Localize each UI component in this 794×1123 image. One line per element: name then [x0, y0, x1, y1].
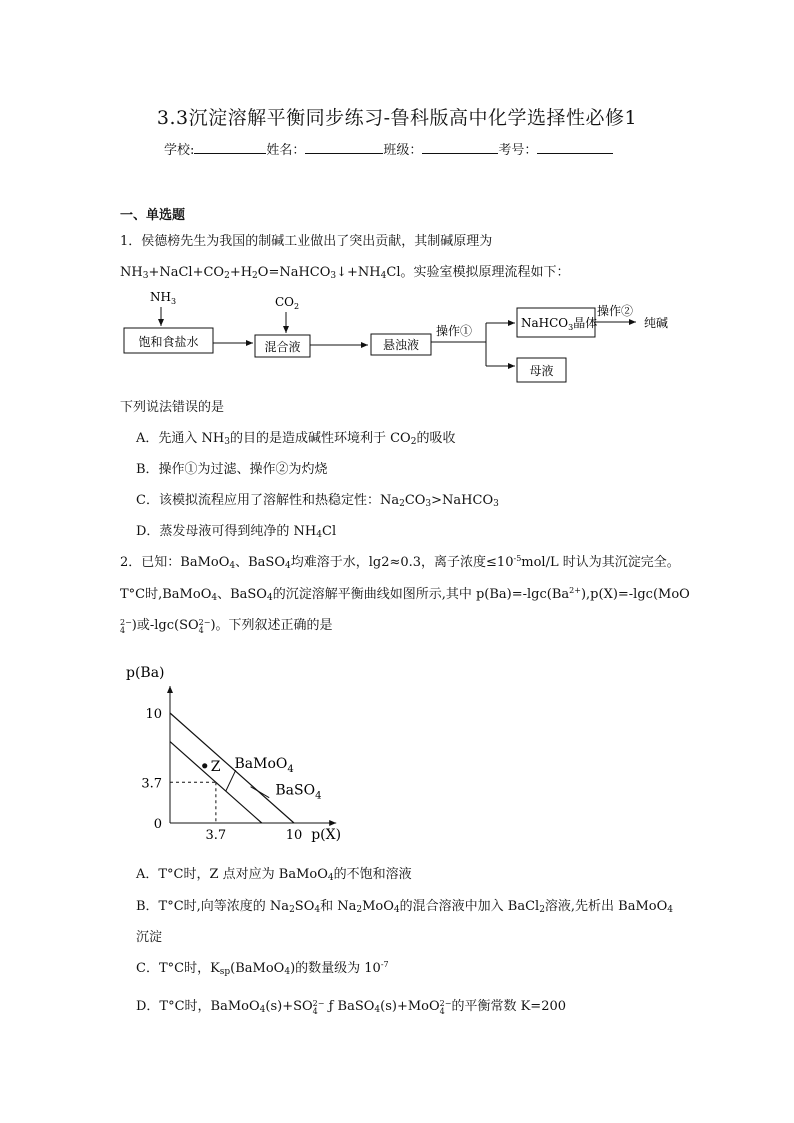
co2-label: $CO_2$: [275, 295, 300, 311]
opt-sub: 2: [399, 499, 405, 509]
opt-sub: 4: [259, 1005, 266, 1015]
stack-bottom: 4: [439, 1007, 445, 1016]
op2-label: 操作②: [597, 304, 634, 318]
stem-text: ),p(X)=-lgc(MoO: [580, 587, 690, 602]
stack-bottom: 4: [120, 626, 126, 635]
q2-option-b-continued: 沉淀: [136, 930, 163, 945]
series-label-baso4: BaSO$_4$: [275, 782, 322, 802]
opt-text: CO: [404, 493, 426, 508]
eq-sub: 2: [252, 271, 258, 281]
stem-sub: 4: [229, 561, 236, 571]
point-z: [202, 763, 207, 768]
q1-option-c[interactable]: [136, 489, 499, 509]
opt-text: D．T°C时，BaMoO: [136, 999, 260, 1014]
op1-label: 操作①: [436, 324, 473, 338]
q1-option-d[interactable]: [136, 520, 336, 540]
opt-text: C．T°C时，K: [136, 961, 220, 976]
opt-text: Cl: [322, 524, 337, 539]
opt-text: 溶液,先析出 BaMoO: [544, 899, 668, 914]
stem-stack: [199, 619, 211, 635]
flow-box-suspension-label: 悬浊液: [382, 338, 420, 352]
stem-text: 、BaSO: [235, 555, 285, 570]
opt-sub: 4: [314, 905, 321, 915]
eq-part: +NaCl+CO: [148, 265, 225, 280]
q2-stem-line1: [120, 551, 680, 571]
page-title: 3.3沉淀溶解平衡同步练习-鲁科版高中化学选择性必修1: [156, 107, 638, 129]
q1-prompt: 下列说法错误的是: [120, 400, 225, 415]
flow-diagram: [110, 285, 690, 385]
eq-part: +H: [229, 265, 253, 280]
stem-text: )。下列叙述正确的是: [210, 618, 333, 633]
opt-sub: sp: [219, 967, 231, 977]
stack-top: 2−: [439, 999, 452, 1008]
flow-box-mother-liquor-label: 母液: [529, 364, 554, 378]
q2-option-b[interactable]: [136, 895, 673, 915]
q1-stem-text: 侯德榜先生为我国的制碱工业做出了突出贡献，其制碱原理为: [141, 234, 493, 249]
opt-sub: 4: [667, 905, 674, 915]
opt-text: 的吸收: [416, 431, 456, 446]
opt-text: 的平衡常数 K=200: [451, 999, 567, 1014]
student-info-line: [164, 139, 613, 158]
q1-option-a[interactable]: [136, 427, 455, 447]
stem-text: 均难溶于水，lg2≈0.3，离子浓度≤10: [290, 555, 514, 570]
stack-bottom: 4: [198, 626, 204, 635]
opt-sub: 2: [356, 905, 363, 915]
stem-text: mol/L 时认为其沉淀完全。: [521, 555, 680, 570]
eq-sub: 3: [142, 271, 149, 281]
eq-part: ↓+NH: [336, 265, 381, 280]
eq-sub: 4: [380, 271, 387, 281]
flow-box-mixture-label: 混合液: [264, 340, 301, 354]
stem-text: 的沉淀溶解平衡曲线如图所示,其中 p(Ba)=-lgc(Ba: [272, 587, 570, 602]
opt-text: (s)+MoO: [380, 999, 440, 1014]
stem-sub: 4: [284, 561, 291, 571]
name-blank[interactable]: [305, 141, 383, 154]
stem-text: )或-lgc(SO: [131, 618, 199, 633]
q2-stem-line3: [120, 614, 333, 635]
school-blank[interactable]: [194, 141, 266, 154]
x-tick-label: 3.7: [205, 828, 227, 843]
opt-text: C．该模拟流程应用了溶解性和热稳定性：Na: [136, 493, 400, 508]
flow-box-crystal-label: NaHCO$_3$晶体: [521, 316, 598, 332]
x-axis-label: p(X): [311, 827, 342, 843]
opt-sub: 4: [374, 1005, 381, 1015]
y-tick-label: 3.7: [141, 776, 162, 792]
eq-sub: 3: [330, 271, 337, 281]
opt-text: (BaMoO: [230, 961, 285, 976]
q2-option-c[interactable]: [136, 957, 389, 977]
opt-stack: [313, 1000, 325, 1016]
opt-text: A．T°C时，Z 点对应为 BaMoO: [136, 867, 328, 882]
opt-text: MoO: [362, 899, 394, 914]
flow-box-brine-label: 饱和食盐水: [138, 335, 199, 349]
opt-text: SO: [294, 899, 315, 914]
opt-sub: 2: [289, 905, 295, 915]
stem-sub: 4: [211, 593, 218, 603]
opt-text: ƒ BaSO: [324, 999, 375, 1014]
opt-text: D．蒸发母液可得到纯净的 NH: [136, 524, 317, 539]
eq-part: Cl。实验室模拟原理流程如下：: [386, 265, 570, 280]
stack-top: 2−: [120, 618, 132, 627]
opt-stack: [440, 1000, 452, 1016]
opt-text: )的数量级为 10: [290, 961, 381, 976]
q2-stem-line2: [120, 583, 690, 603]
eq-part: NH: [120, 265, 143, 280]
q1-equation: [120, 261, 569, 281]
class-label: 班级：: [383, 143, 423, 158]
y-tick-label: 0: [153, 817, 162, 832]
opt-sub: 2: [410, 437, 417, 447]
opt-sub: 4: [393, 905, 400, 915]
exam-no-label: 考号：: [498, 143, 538, 158]
class-blank[interactable]: [422, 141, 498, 154]
leader-line-bamoo4: [226, 770, 236, 791]
stack-bottom: 4: [312, 1007, 318, 1016]
opt-text: (s)+SO: [265, 999, 313, 1014]
q2-option-d[interactable]: [136, 995, 566, 1016]
x-tick-label: 10: [285, 828, 303, 843]
solubility-chart: [118, 660, 378, 845]
opt-text: 的目的是造成碱性环境利于 CO: [229, 431, 411, 446]
opt-text: 和 Na: [320, 899, 357, 914]
stack-top: 2−: [312, 999, 325, 1008]
stem-text: T°C时,BaMoO: [120, 587, 212, 602]
exam-no-blank[interactable]: [537, 141, 613, 154]
opt-text: 的不饱和溶液: [333, 867, 412, 882]
q2-option-a[interactable]: [136, 863, 412, 883]
opt-sub: 3: [224, 437, 230, 447]
stem-stack: [120, 619, 132, 635]
section-heading: 一、单选题: [120, 208, 186, 223]
q1-stem: [120, 230, 492, 249]
opt-sub: 2: [539, 905, 545, 915]
opt-sub: 4: [284, 967, 291, 977]
y-tick-label: 10: [145, 707, 162, 722]
opt-text: 的混合溶液中加入 BaCl: [399, 899, 540, 914]
school-label: 学校:: [164, 143, 195, 158]
q1-number: 1．: [120, 234, 142, 249]
stack-top: 2−: [198, 618, 211, 627]
eq-part: O=NaHCO: [257, 265, 331, 280]
leader-line-baso4: [251, 787, 270, 798]
point-z-label: Z: [210, 758, 221, 775]
opt-sub: 3: [493, 499, 499, 509]
series-label-bamoo4: BaMoO$_4$: [234, 756, 294, 775]
y-axis-label: p(Ba): [126, 665, 165, 681]
opt-sub: 4: [316, 530, 323, 540]
opt-text: B．T°C时,向等浓度的 Na: [136, 899, 290, 914]
name-label: 姓名：: [266, 143, 306, 158]
stem-text: 2．已知：BaMoO: [120, 555, 230, 570]
opt-sub: 4: [327, 873, 334, 883]
q1-option-b[interactable]: [136, 458, 328, 477]
stem-sub: 4: [266, 593, 273, 603]
eq-sub: 2: [224, 271, 230, 281]
opt-text: >NaHCO: [431, 493, 494, 508]
opt-sub: 3: [425, 499, 432, 509]
stem-sup: -5: [513, 554, 522, 563]
stem-text: 、BaSO: [217, 587, 267, 602]
opt-text: B．操作①为过滤、操作②为灼烧: [136, 462, 328, 477]
opt-sup: -7: [380, 960, 389, 969]
product-label: 纯碱: [644, 316, 669, 330]
stem-sup: 2+: [569, 586, 581, 595]
opt-text: A．先通入 NH: [136, 431, 225, 446]
nh3-label: $NH_3$: [150, 290, 177, 306]
